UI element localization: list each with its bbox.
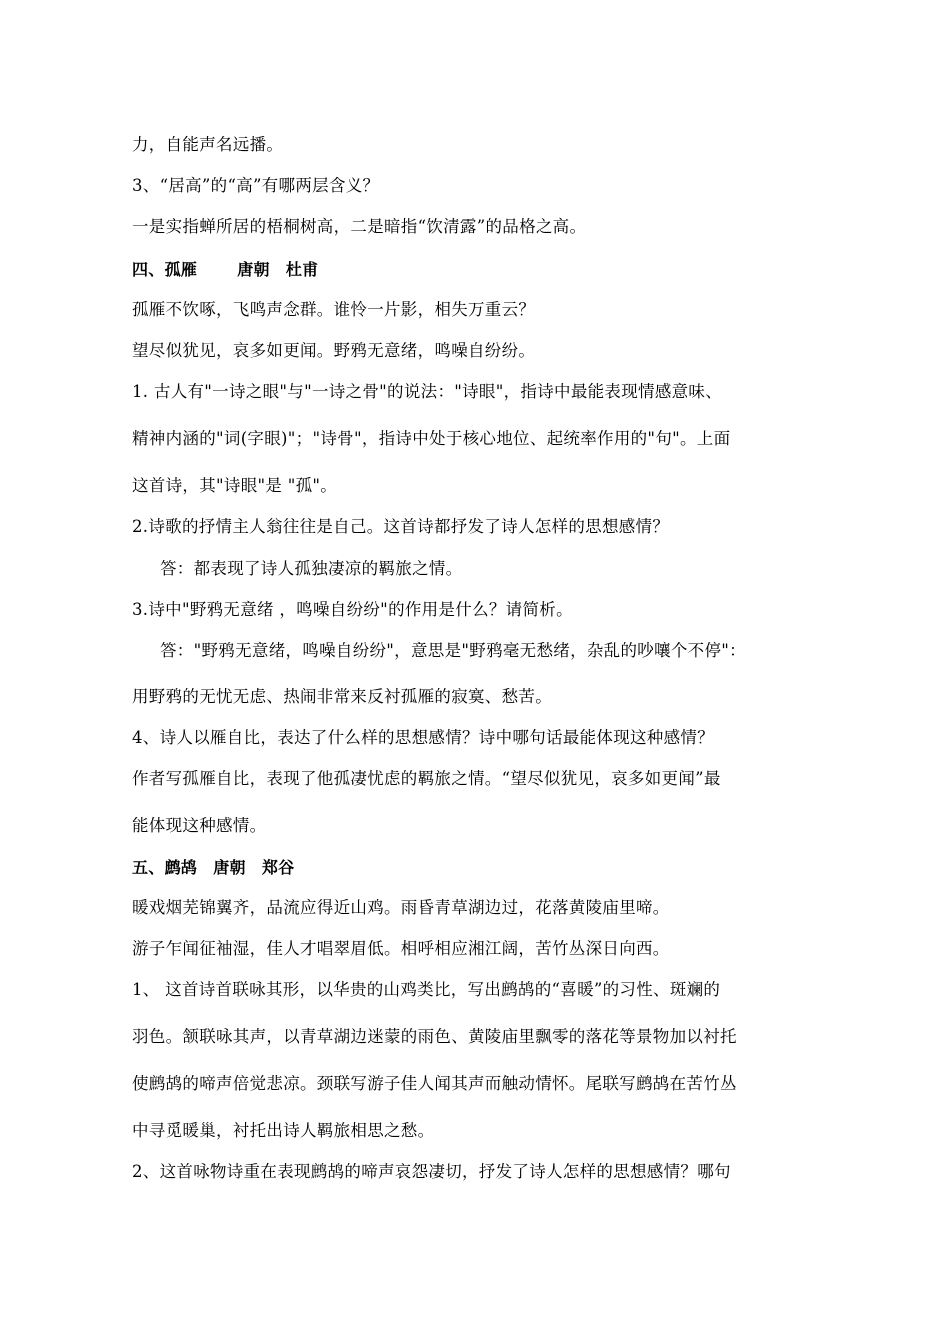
answer-line: 答："野鸦无意绪，鸣噪自纷纷"，意思是"野鸦毫无愁绪，杂乱的吵嚷个不停"： bbox=[160, 641, 746, 660]
section-heading-4 bbox=[132, 259, 318, 281]
text-line: 精神内涵的"词(字眼)"；"诗骨"，指诗中处于核心地位、起统率作用的"句"。上面 bbox=[132, 429, 731, 448]
question-line: 2、这首咏物诗重在表现鹧鸪的啼声哀怨凄切，抒发了诗人怎样的思想感情？哪句 bbox=[132, 1162, 731, 1181]
question-line: 2.诗歌的抒情主人翁往往是自己。这首诗都抒发了诗人怎样的思想感情？ bbox=[132, 517, 670, 536]
section-title: 五、鹧鸪 bbox=[132, 858, 198, 877]
text-line: 使鹧鸪的啼声倍觉悲凉。颈联写游子佳人闻其声而触动情怀。尾联写鹧鸪在苦竹丛 bbox=[132, 1074, 737, 1093]
question-line: 4、诗人以雁自比，表达了什么样的思想感情？诗中哪句话最能体现这种感情？ bbox=[132, 728, 714, 747]
section-author: 杜甫 bbox=[285, 260, 319, 279]
section-title: 四、孤雁 bbox=[132, 260, 198, 279]
answer-line: 作者写孤雁自比，表现了他孤凄忧虑的羁旅之情。“望尽似犹见，哀多如更闻”最 bbox=[132, 769, 721, 788]
section-author: 郑谷 bbox=[261, 858, 295, 877]
text-line: 这首诗，其"诗眼"是 "孤"。 bbox=[132, 476, 338, 495]
text-line: 中寻觅暖巢，衬托出诗人羁旅相思之愁。 bbox=[132, 1121, 435, 1140]
answer-line: 一是实指蝉所居的梧桐树高，二是暗指“饮清露”的品格之高。 bbox=[132, 217, 587, 236]
question-line: 3、“居高”的“高”有哪两层含义？ bbox=[132, 176, 380, 195]
text-line: 用野鸦的无忧无虑、热闹非常来反衬孤雁的寂寞、愁苦。 bbox=[132, 687, 552, 706]
answer-line: 答：都表现了诗人孤独凄凉的羁旅之情。 bbox=[160, 559, 463, 578]
text-line: 羽色。颔联咏其声，以青草湖边迷蒙的雨色、黄陵庙里飘零的落花等景物加以衬托 bbox=[132, 1027, 737, 1046]
text-line: 能体现这种感情。 bbox=[132, 816, 267, 835]
text-line: 力，自能声名远播。 bbox=[132, 135, 284, 154]
poem-line: 游子乍闻征袖湿，佳人才唱翠眉低。相呼相应湘江阔，苦竹丛深日向西。 bbox=[132, 939, 670, 958]
poem-line: 暖戏烟芜锦翼齐，品流应得近山鸡。雨昏青草湖边过，花落黄陵庙里啼。 bbox=[132, 898, 670, 917]
question-line: 1. 古人有"一诗之眼"与"一诗之骨"的说法："诗眼"，指诗中最能表现情感意味、 bbox=[132, 382, 723, 401]
answer-line: 1、 这首诗首联咏其形，以华贵的山鸡类比，写出鹧鸪的“喜暖”的习性、斑斓的 bbox=[132, 980, 721, 999]
section-heading-5 bbox=[132, 857, 294, 879]
section-dynasty: 唐朝 bbox=[237, 260, 270, 279]
question-line: 3.诗中"野鸦无意绪 ，鸣噪自纷纷"的作用是什么？请简析。 bbox=[132, 600, 573, 619]
poem-line: 望尽似犹见，哀多如更闻。野鸦无意绪，鸣噪自纷纷。 bbox=[132, 341, 536, 360]
section-dynasty: 唐朝 bbox=[213, 858, 246, 877]
poem-line: 孤雁不饮啄，飞鸣声念群。谁怜一片影，相失万重云？ bbox=[132, 300, 536, 319]
